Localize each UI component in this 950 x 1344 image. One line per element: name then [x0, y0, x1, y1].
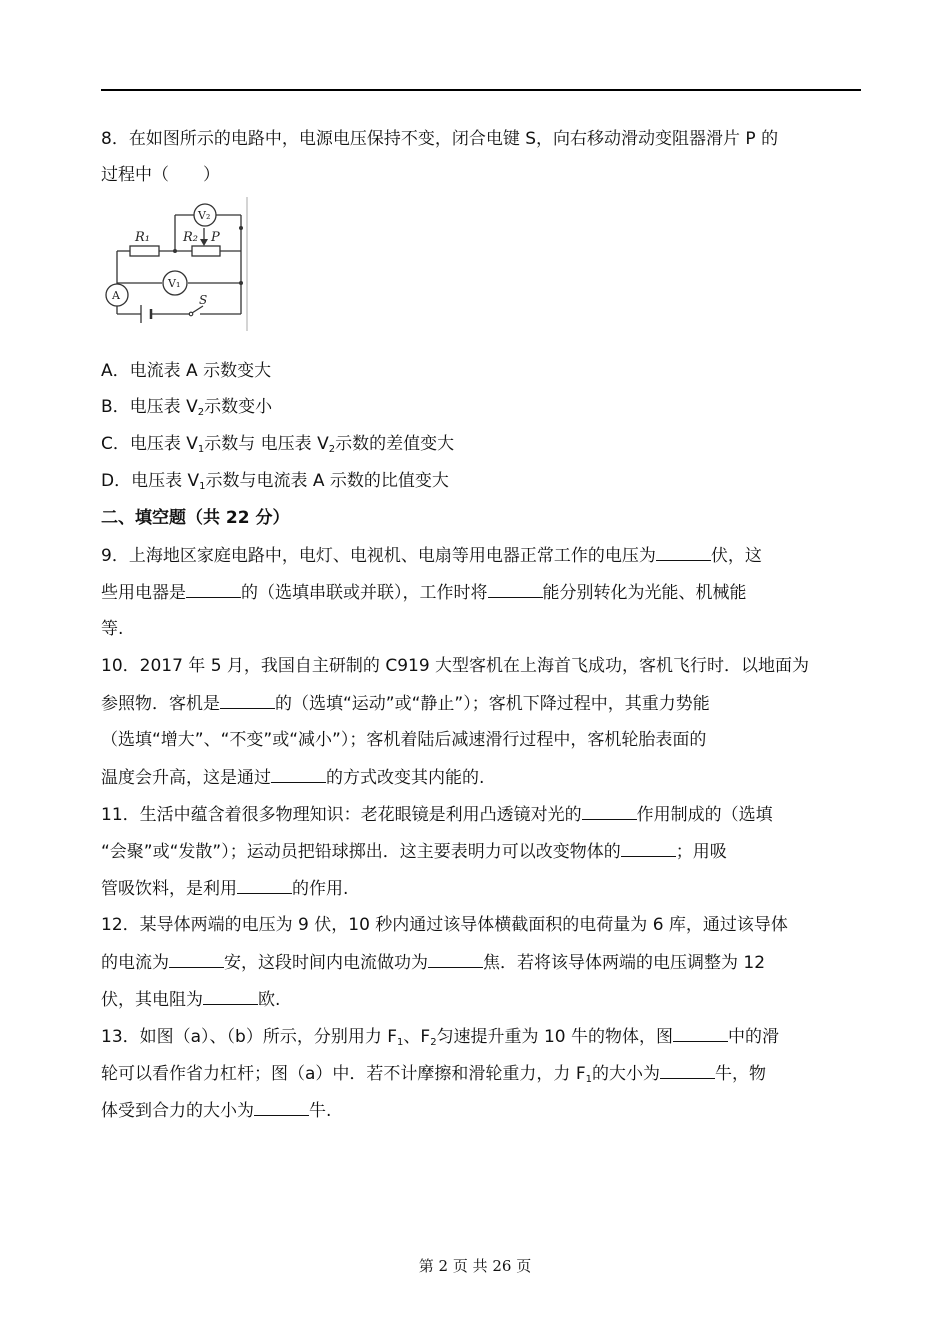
q8-stem-line1: 8．在如图所示的电路中，电源电压保持不变，闭合电键 S，向右移动滑动变阻器滑片 P 的 [101, 129, 779, 149]
blank [186, 581, 241, 598]
switch-s [192, 306, 203, 313]
blank [582, 803, 637, 820]
q12-line3: 伏，其电阻为 欧. [101, 990, 281, 1010]
q8-option-a: A．电流表 A 示数变大 [101, 361, 272, 381]
blank [660, 1062, 715, 1079]
section-title: 二、填空题（共 22 分） [101, 508, 290, 528]
label-r2: R₂ [183, 230, 198, 245]
label-s: S [199, 293, 208, 307]
q11-line2: “会聚”或“发散”）；运动员把铅球掷出．这主要表明力可以改变物体的 ；用吸 [101, 842, 727, 862]
label-v1: V₁ [168, 277, 181, 290]
q13-line3: 体受到合力的大小为 牛. [101, 1101, 332, 1121]
label-a: A [112, 289, 120, 302]
blank [271, 766, 326, 783]
blank [621, 840, 676, 857]
blank [673, 1025, 728, 1042]
q11-line1: 11．生活中蕴含着很多物理知识：老花眼镜是利用凸透镜对光的 作用制成的（选填 [101, 805, 773, 825]
label-r1: R₁ [135, 230, 150, 245]
q10-line4: 温度会升高，这是通过 的方式改变其内能的. [101, 768, 485, 788]
blank [169, 951, 224, 968]
q12-line2: 的电流为 安，这段时间内电流做功为 焦．若将该导体两端的电压调整为 12 [101, 953, 766, 973]
blank [428, 951, 483, 968]
page-footer: 第 2 页 共 26 页 [418, 1257, 532, 1275]
q8-option-c: C．电压表 $V_1$示数与 电压表 $V_2$示数的差值变大 [101, 434, 455, 455]
resistor-r2 [192, 246, 220, 256]
resistor-r1 [130, 246, 159, 256]
blank [656, 544, 711, 561]
blank [203, 988, 258, 1005]
blank [488, 581, 543, 598]
q13-line2: 轮可以看作省力杠杆；图（a）中．若不计摩擦和滑轮重力，力 $F_1$的大小为 牛，物 [101, 1064, 766, 1085]
q9-line1: 9．上海地区家庭电路中，电灯、电视机、电扇等用电器正常工作的电压为 伏，这 [101, 546, 762, 566]
q8-option-d: D．电压表 $V_1$示数与电流表 A 示数的比值变大 [101, 471, 449, 492]
q10-line2: 参照物．客机是 的（选填“运动”或“静止”）；客机下降过程中，其重力势能 [101, 694, 710, 714]
q9-line3: 等. [101, 619, 124, 639]
label-p: P [211, 230, 220, 245]
label-v2: V₂ [198, 209, 211, 222]
blank [220, 692, 275, 709]
q10-line3: （选填“增大”、“不变”或“减小”）；客机着陆后减速滑行过程中，客机轮胎表面的 [101, 730, 707, 750]
q8-stem-line2: 过程中（ ） [101, 165, 220, 185]
q13-line1: 13．如图（a）、（b）所示，分别用力 $F_1$、$F_2$匀速提升重为 10 牛的物体，图 中的滑 [101, 1027, 780, 1048]
blank [254, 1099, 309, 1116]
q11-line3: 管吸饮料，是利用 的作用. [101, 879, 349, 899]
slider-arrow [200, 239, 208, 246]
blank [237, 877, 292, 894]
q12-line1: 12．某导体两端的电压为 9 伏，10 秒内通过该导体横截面积的电荷量为 6 库，通过该导体 [101, 915, 788, 935]
circuit-diagram [103, 196, 253, 332]
q9-line2: 些用电器是 的（选填串联或并联），工作时将 能分别转化为光能、机械能 [101, 583, 747, 603]
q8-option-b: B．电压表 $V_2$示数变小 [101, 397, 273, 418]
q10-line1: 10．2017 年 5 月，我国自主研制的 C919 大型客机在上海首飞成功，客机飞行时．以地面为 [101, 656, 810, 676]
header-rule [101, 89, 861, 91]
